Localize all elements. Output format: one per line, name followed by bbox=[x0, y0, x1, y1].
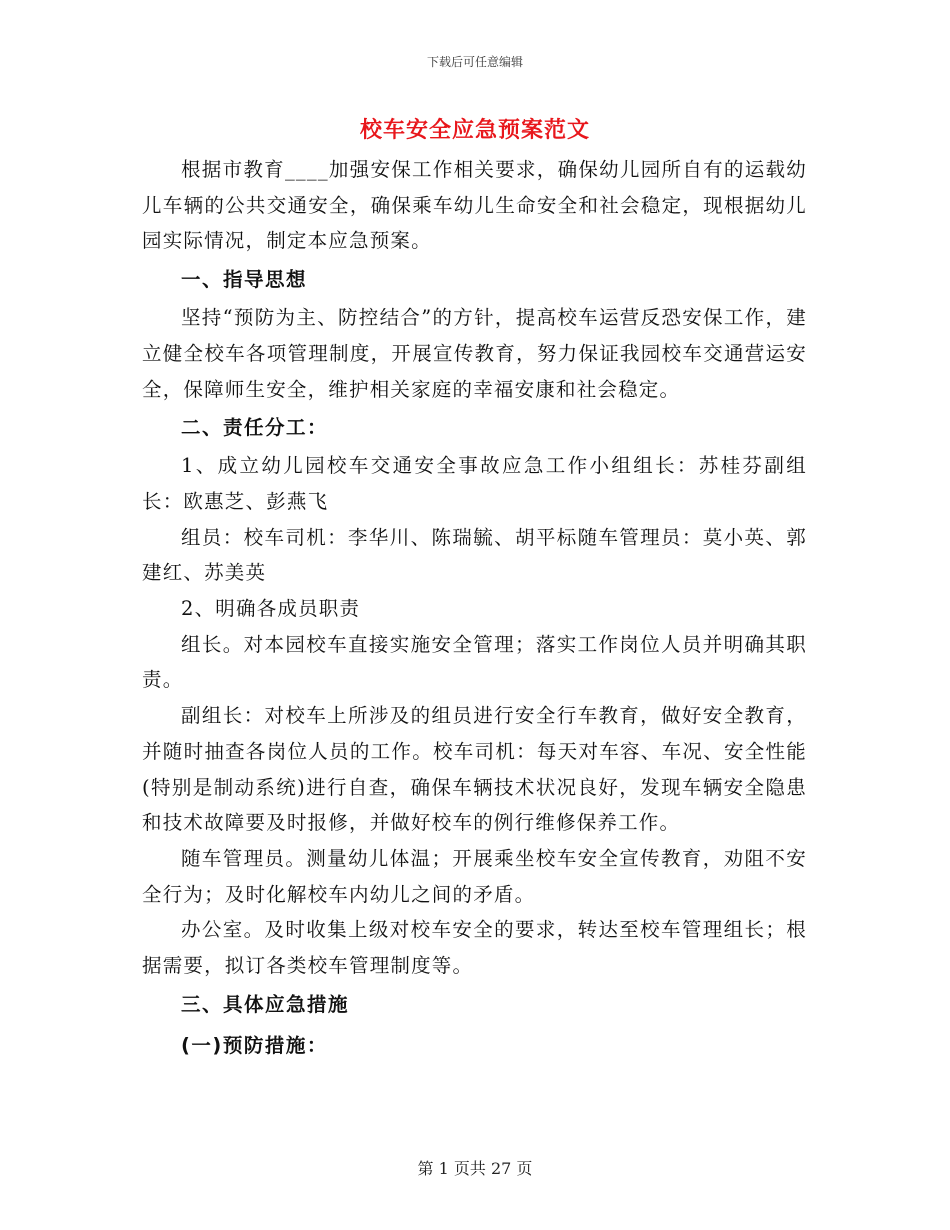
section-2-paragraph-4: 组长。对本园校车直接实施安全管理；落实工作岗位人员并明确其职责。 bbox=[142, 632, 807, 692]
section-2-paragraph-6: 随车管理员。测量幼儿体温；开展乘坐校车安全宣传教育，劝阻不安全行为；及时化解校车内幼儿之间的矛盾。 bbox=[142, 846, 807, 906]
page-number: 第 1 页共 27 页 bbox=[417, 1159, 533, 1178]
section-2-paragraph-3: 2、明确各成员职责 bbox=[181, 597, 361, 621]
section-1-paragraph: 坚持“预防为主、防控结合”的方针，提高校车运营反恐安保工作，建立健全校车各项管理制度，开展宣传教育，努力保证我园校车交通营运安全，保障师生安全，维护相关家庭的幸福安康和社会稳定。 bbox=[142, 306, 807, 401]
section-2-paragraph-1: 1、成立幼儿园校车交通安全事故应急工作小组组长：苏桂芬副组长：欧惠芝、彭燕飞 bbox=[142, 454, 807, 513]
intro-paragraph: 根据市教育____加强安保工作相关要求，确保幼儿园所自有的运载幼儿车辆的公共交通安全，确保乘车幼儿生命安全和社会稳定，现根据幼儿园实际情况，制定本应急预案。 bbox=[142, 158, 807, 253]
page-header-note: 下载后可任意编辑 bbox=[426, 55, 523, 69]
section-2-paragraph-5: 副组长：对校车上所涉及的组员进行安全行车教育，做好安全教育，并随时抽查各岗位人员的工作。校车司机：每天对车容、车况、安全性能(特别是制动系统)进行自查，确保车辆技术状况良好，发现车辆安全隐患和技术故障要及时报修，并做好校车的例行维修保养工作。 bbox=[142, 704, 807, 835]
document-title: 校车安全应急预案范文 bbox=[359, 117, 590, 143]
section-2-paragraph-7: 办公室。及时收集上级对校车安全的要求，转达至校车管理组长；根据需要，拟订各类校车管理制度等。 bbox=[142, 918, 807, 978]
section-3-heading: 三、具体应急措施 bbox=[181, 992, 350, 1016]
section-1-heading: 一、指导思想 bbox=[181, 268, 308, 292]
section-2-paragraph-2: 组员：校车司机：李华川、陈瑞毓、胡平标随车管理员：莫小英、郭建红、苏美英 bbox=[142, 525, 807, 585]
section-3-subheading: (一)预防措施： bbox=[181, 1033, 328, 1057]
document-body bbox=[142, 152, 807, 1066]
section-2-heading: 二、责任分工： bbox=[181, 416, 329, 440]
